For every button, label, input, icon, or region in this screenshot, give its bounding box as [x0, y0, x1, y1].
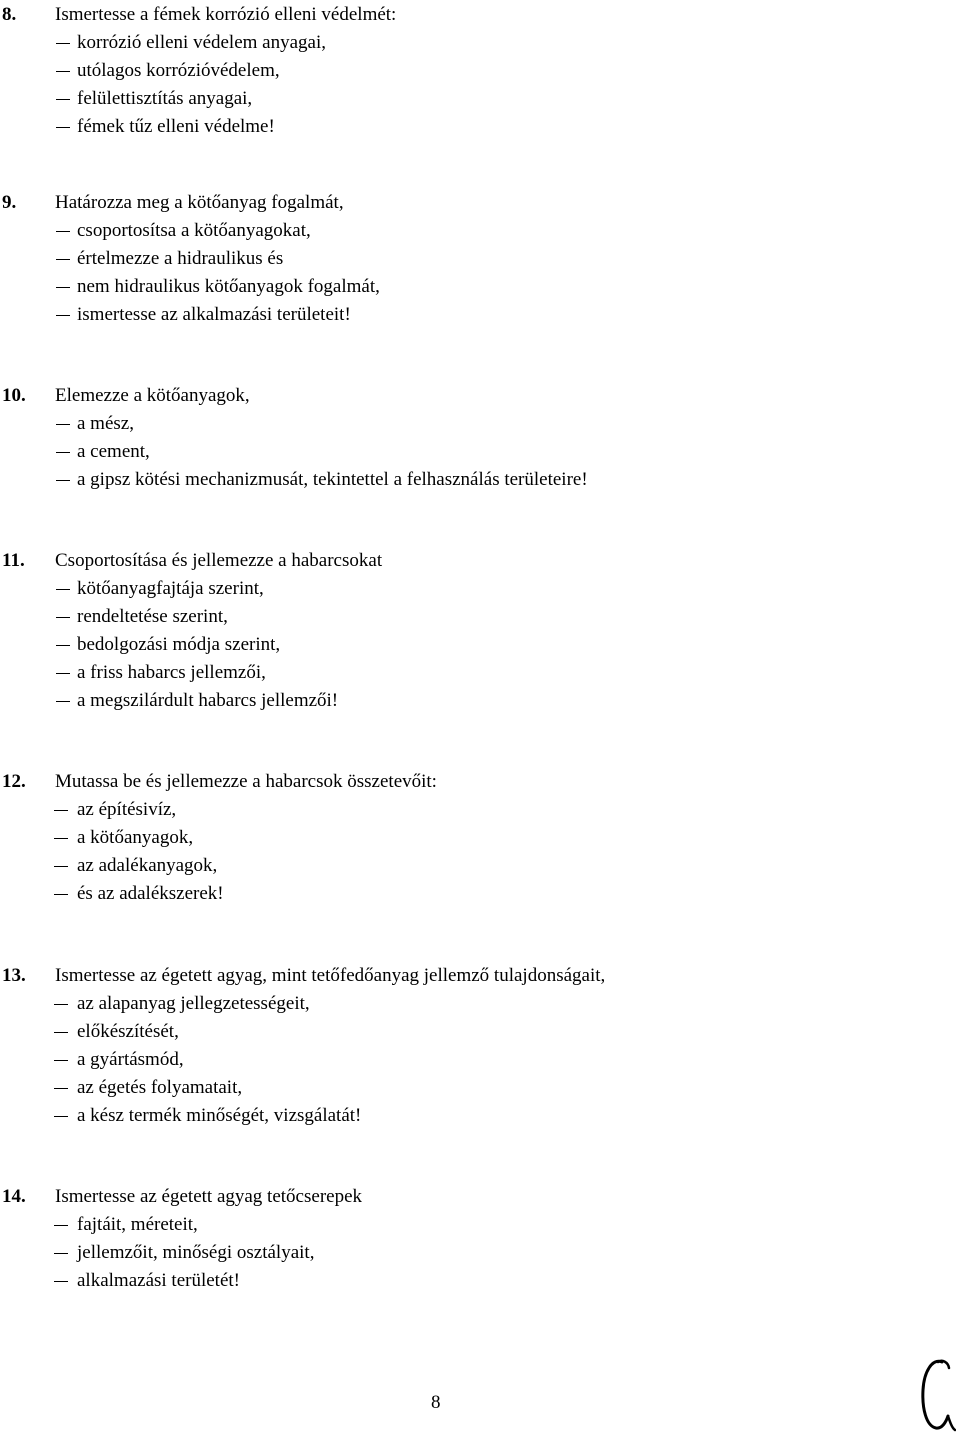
list-item: csoportosítsa a kötőanyagokat,: [0, 217, 940, 245]
list-item: jellemzőit, minőségi osztályait,: [0, 1239, 940, 1267]
list-item: a friss habarcs jellemzői,: [0, 659, 940, 687]
list-item: a kötőanyagok,: [0, 824, 940, 852]
question-9: [0, 188, 940, 329]
dash-bullet-icon: [54, 1004, 68, 1005]
dash-bullet-icon: [54, 810, 68, 811]
list-item: értelmezze a hidraulikus és: [0, 245, 940, 273]
dash-bullet-icon: [54, 1281, 68, 1282]
list-item: felülettisztítás anyagai,: [0, 85, 940, 113]
dash-bullet-icon: [56, 259, 70, 260]
question-items: [0, 1211, 940, 1295]
question-items: [0, 29, 940, 141]
question-title: Elemezze a kötőanyagok,: [55, 385, 250, 406]
dash-bullet-icon: [56, 315, 70, 316]
list-item: kötőanyagfajtája szerint,: [0, 575, 940, 603]
list-item: a megszilárdult habarcs jellemzői!: [0, 687, 940, 715]
question-number: 13.: [2, 965, 26, 986]
question-title: Határozza meg a kötőanyag fogalmát,: [55, 192, 344, 213]
dash-bullet-icon: [56, 452, 70, 453]
list-item: a gipsz kötési mechanizmusát, tekintettel a felhasználás területeire!: [0, 466, 940, 494]
list-item: és az adalékszerek!: [0, 880, 940, 908]
list-item: az építésivíz,: [0, 796, 940, 824]
question-12: [0, 767, 940, 908]
list-item: előkészítését,: [0, 1018, 940, 1046]
question-heading: [0, 767, 940, 796]
question-items: [0, 990, 940, 1130]
dash-bullet-icon: [54, 1088, 68, 1089]
dash-bullet-icon: [56, 71, 70, 72]
dash-bullet-icon: [54, 1060, 68, 1061]
list-item: az alapanyag jellegzetességeit,: [0, 990, 940, 1018]
dash-bullet-icon: [54, 866, 68, 867]
question-heading: [0, 546, 940, 575]
page-number: 8: [431, 1392, 441, 1413]
list-item: ismertesse az alkalmazási területeit!: [0, 301, 940, 329]
question-10: [0, 381, 940, 494]
question-heading: [0, 961, 940, 990]
question-heading: [0, 1182, 940, 1211]
question-title: Ismertesse az égetett agyag tetőcserepek: [55, 1186, 363, 1207]
dash-bullet-icon: [56, 287, 70, 288]
question-title: Ismertesse az égetett agyag, mint tetőfedőanyag jellemző tulajdonságait,: [55, 965, 606, 986]
dash-bullet-icon: [56, 645, 70, 646]
question-number: 11.: [2, 550, 25, 571]
list-item: a mész,: [0, 410, 940, 438]
dash-bullet-icon: [54, 1032, 68, 1033]
question-number: 10.: [2, 385, 26, 406]
question-11: [0, 546, 940, 715]
question-title: Ismertesse a fémek korrózió elleni védelmét:: [55, 4, 397, 25]
dash-bullet-icon: [56, 424, 70, 425]
question-items: [0, 217, 940, 329]
list-item: alkalmazási területét!: [0, 1267, 940, 1295]
question-number: 12.: [2, 771, 26, 792]
list-item: fajtáit, méreteit,: [0, 1211, 940, 1239]
question-items: [0, 410, 940, 494]
dash-bullet-icon: [54, 894, 68, 895]
question-items: [0, 796, 940, 908]
dash-bullet-icon: [56, 701, 70, 702]
dash-bullet-icon: [56, 231, 70, 232]
dash-bullet-icon: [56, 43, 70, 44]
question-14: [0, 1182, 940, 1295]
handwritten-initial-icon: [918, 1356, 956, 1439]
dash-bullet-icon: [54, 1225, 68, 1226]
list-item: az adalékanyagok,: [0, 852, 940, 880]
dash-bullet-icon: [56, 589, 70, 590]
dash-bullet-icon: [56, 127, 70, 128]
dash-bullet-icon: [54, 1116, 68, 1117]
list-item: a gyártásmód,: [0, 1046, 940, 1074]
question-title: Csoportosítása és jellemezze a habarcsokat: [55, 550, 383, 571]
dash-bullet-icon: [54, 838, 68, 839]
list-item: a kész termék minőségét, vizsgálatát!: [0, 1102, 940, 1130]
question-number: 14.: [2, 1186, 26, 1207]
question-title: Mutassa be és jellemezze a habarcsok összetevőit:: [55, 771, 437, 792]
question-heading: [0, 188, 940, 217]
list-item: rendeltetése szerint,: [0, 603, 940, 631]
question-heading: [0, 381, 940, 410]
list-item: a cement,: [0, 438, 940, 466]
dash-bullet-icon: [56, 480, 70, 481]
question-number: 8.: [2, 4, 17, 25]
question-8: [0, 0, 940, 141]
dash-bullet-icon: [54, 1253, 68, 1254]
question-items: [0, 575, 940, 715]
list-item: fémek tűz elleni védelme!: [0, 113, 940, 141]
list-item: utólagos korrózióvédelem,: [0, 57, 940, 85]
list-item: bedolgozási módja szerint,: [0, 631, 940, 659]
dash-bullet-icon: [56, 617, 70, 618]
dash-bullet-icon: [56, 673, 70, 674]
question-heading: [0, 0, 940, 29]
question-number: 9.: [2, 192, 17, 213]
list-item: korrózió elleni védelem anyagai,: [0, 29, 940, 57]
question-13: [0, 961, 940, 1130]
list-item: az égetés folyamatait,: [0, 1074, 940, 1102]
dash-bullet-icon: [56, 99, 70, 100]
list-item: nem hidraulikus kötőanyagok fogalmát,: [0, 273, 940, 301]
